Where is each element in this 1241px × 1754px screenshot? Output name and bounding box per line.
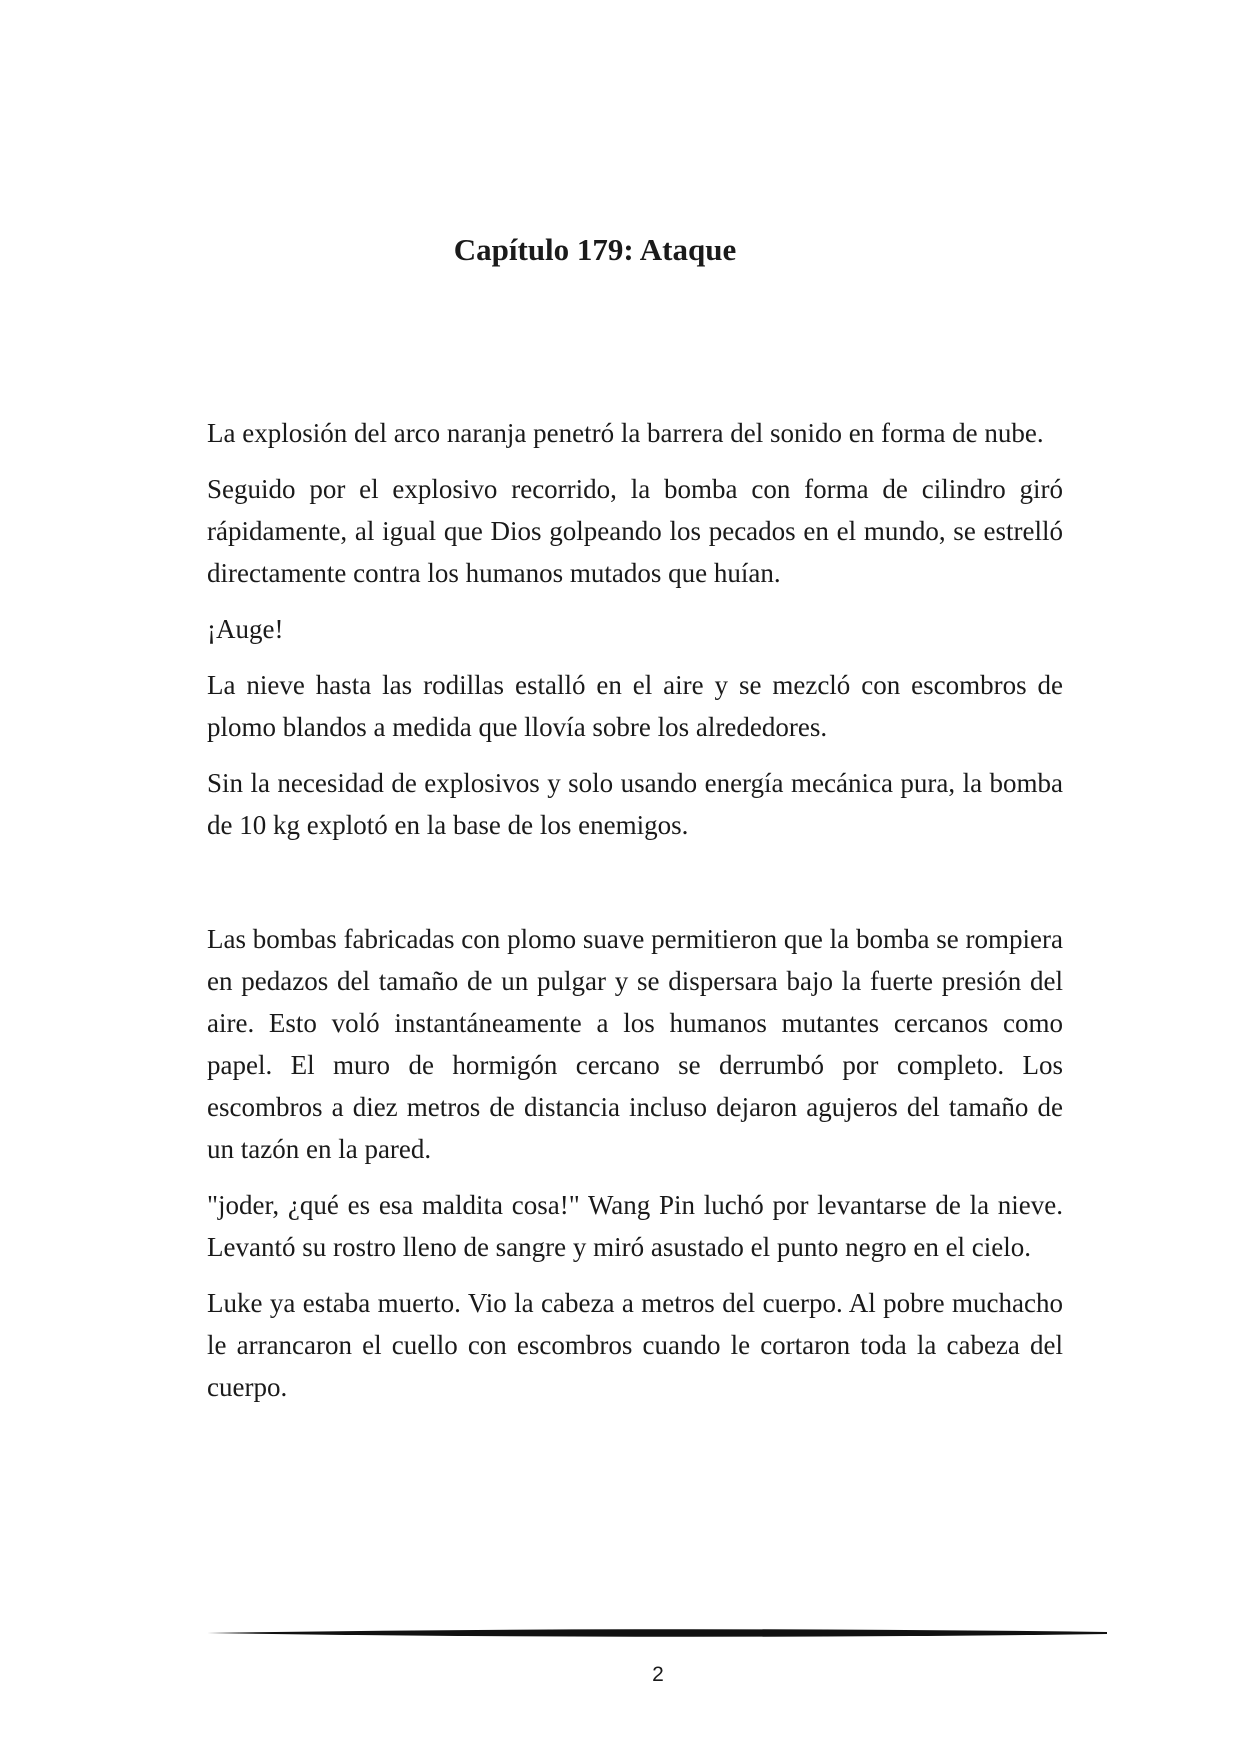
- paragraph: La explosión del arco naranja penetró la barrera del sonido en forma de nube.: [207, 418, 1044, 448]
- page-number: 2: [652, 1663, 664, 1686]
- paragraph: Seguido por el explosivo recorrido, la bomba con forma de cilindro giró rápidamente, al igual que Dios golpeando los pecados en el mundo, se estrelló directamente contra los humanos mutados que huían.: [207, 474, 1063, 588]
- chapter-title: Capítulo 179: Ataque: [453, 232, 737, 267]
- paragraph: ¡Auge!: [207, 614, 284, 644]
- paragraph: "joder, ¿qué es esa maldita cosa!" Wang Pin luchó por levantarse de la nieve. Levantó su rostro lleno de sangre y miró asustado el punto negro en el cielo.: [207, 1190, 1063, 1262]
- paragraph: Sin la necesidad de explosivos y solo usando energía mecánica pura, la bomba de 10 kg explotó en la base de los enemigos.: [207, 768, 1063, 840]
- footer-divider: [207, 1626, 1107, 1640]
- paragraph: Luke ya estaba muerto. Vio la cabeza a metros del cuerpo. Al pobre muchacho le arrancaron el cuello con escombros cuando le cortaron toda la cabeza del cuerpo.: [207, 1288, 1063, 1402]
- section-break: [207, 860, 1063, 918]
- paragraph: La nieve hasta las rodillas estalló en el aire y se mezcló con escombros de plomo blandos a medida que llovía sobre los alrededores.: [207, 670, 1063, 742]
- paragraph: Las bombas fabricadas con plomo suave permitieron que la bomba se rompiera en pedazos del tamaño de un pulgar y se dispersara bajo la fuerte presión del aire. Esto voló instantáneamente a los humanos mutantes cercanos como papel. El muro de hormigón cercano se derrumbó por completo. Los escombros a diez metros de distancia incluso dejaron agujeros del tamaño de un tazón en la pared.: [207, 924, 1063, 1164]
- chapter-body: [207, 412, 1063, 1422]
